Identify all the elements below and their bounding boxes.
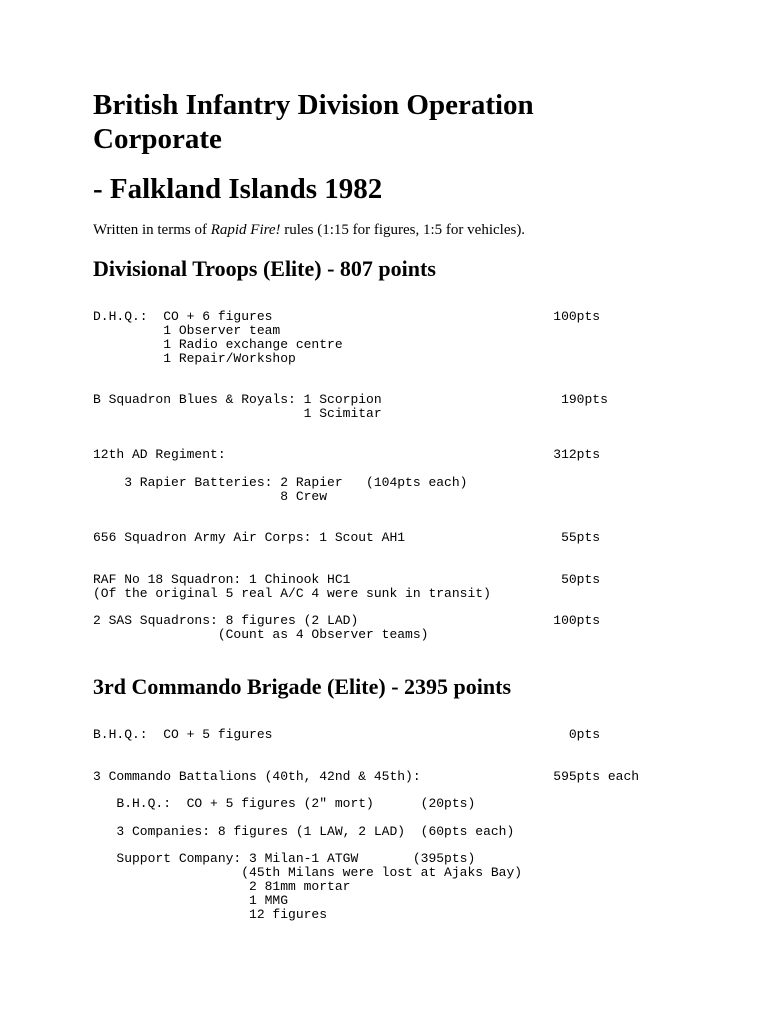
b-squadron-entry: B Squadron Blues & Royals: 1 Scorpion 190pts 1 Scimitar [93, 392, 608, 421]
commando-battalions-entry: 3 Commando Battalions (40th, 42nd & 45th): 595pts each [93, 769, 640, 784]
rapier-batteries-entry: 3 Rapier Batteries: 2 Rapier (104pts each) 8 Crew [124, 475, 468, 504]
raf-squadron-entry: RAF No 18 Squadron: 1 Chinook HC1 50pts (Of the original 5 real A/C 4 were sunk in transit) [93, 572, 601, 601]
intro-text-after: rules (1:15 for figures, 1:5 for vehicles). [280, 222, 526, 238]
sas-squadrons-entry: 2 SAS Squadrons: 8 figures (2 LAD) 100pts (Count as 4 Observer teams) [93, 613, 601, 642]
battalion-bhq-entry: B.H.Q.: CO + 5 figures (2" mort) (20pts) [93, 796, 476, 811]
army-air-corps-entry: 656 Squadron Army Air Corps: 1 Scout AH1 55pts [93, 530, 601, 545]
companies-entry: 3 Companies: 8 figures (1 LAW, 2 LAD) (60pts each) [93, 824, 515, 839]
intro-text-before: Written in terms of [93, 222, 211, 238]
intro-rules-name: Rapid Fire! [210, 222, 281, 238]
section-heading-divisional-troops: Divisional Troops (Elite) - 807 points [93, 256, 436, 281]
bhq-entry: B.H.Q.: CO + 5 figures 0pts [93, 727, 601, 742]
intro-paragraph [93, 221, 525, 239]
document-title-line-1: British Infantry Division Operation [93, 89, 534, 121]
section-heading-commando-brigade: 3rd Commando Brigade (Elite) - 2395 points [93, 674, 511, 699]
dhq-entry: D.H.Q.: CO + 6 figures 100pts 1 Observer team 1 Radio exchange centre 1 Repair/Workshop [93, 309, 601, 366]
support-company-entry: Support Company: 3 Milan-1 ATGW (395pts) (45th Milans were lost at Ajaks Bay) 2 81mm mortar 1 MMG 12 figures [116, 851, 523, 922]
document-title-line-3: - Falkland Islands 1982 [93, 173, 383, 205]
ad-regiment-entry: 12th AD Regiment: 312pts [93, 447, 601, 462]
document-title-line-2: Corporate [93, 123, 222, 155]
